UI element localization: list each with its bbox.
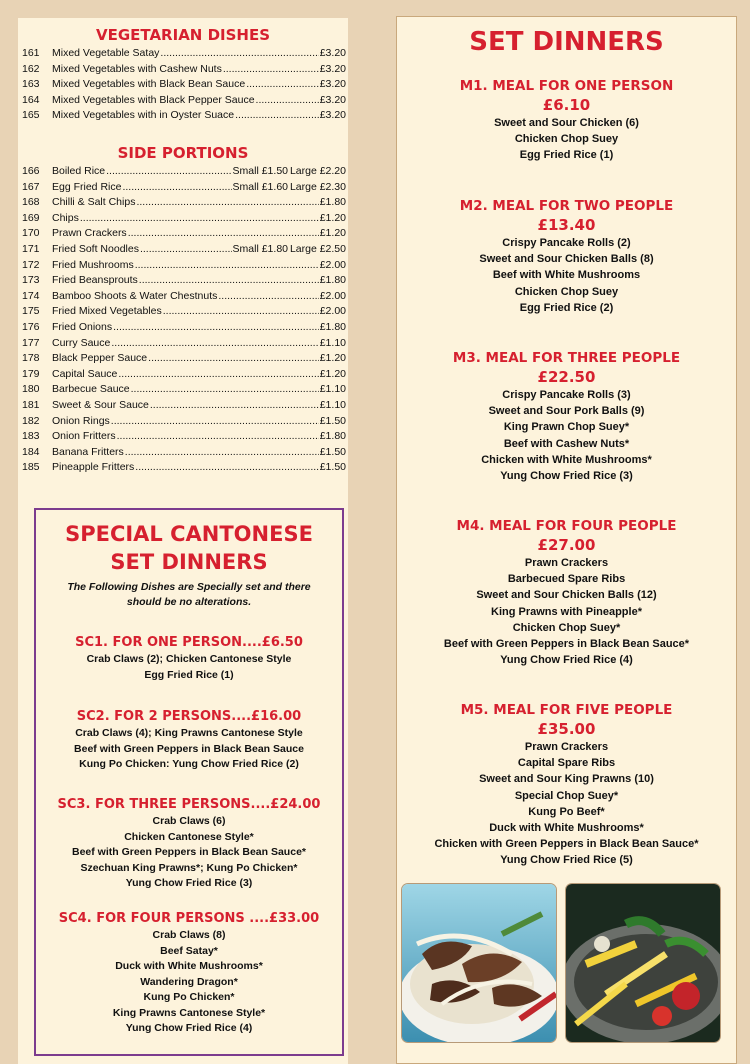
- meal-line: Special Chop Suey*: [514, 789, 619, 802]
- meal-heading: M5. MEAL FOR FIVE PEOPLE: [460, 702, 673, 718]
- meal-heading: M1. MEAL FOR ONE PERSON: [459, 78, 674, 94]
- meal-line: Prawn Crackers: [524, 557, 609, 569]
- menu-item: 174 Bamboo Shoots & Water Chestnuts ..... £2.00: [22, 289, 346, 305]
- meal-line: Crispy Pancake Rolls (2): [502, 237, 631, 249]
- set-dinners-title: SET DINNERS: [469, 27, 664, 57]
- meal-m4: [397, 517, 736, 668]
- meal-line: Beef with White Mushrooms: [492, 269, 641, 282]
- meal-line: Kung Po Beef*: [528, 805, 605, 818]
- meal-line: Sweet and Sour Pork Balls (9): [488, 405, 645, 418]
- set-line: Beef Satay*: [160, 944, 218, 957]
- set-sc4: [36, 910, 342, 1037]
- meal-m2: [397, 197, 736, 316]
- set-line: Egg Fried Rice (1): [144, 668, 234, 681]
- set-line: Wandering Dragon*: [140, 975, 238, 988]
- food-photo-vegetables: [566, 884, 720, 1042]
- set-heading: SC1. FOR ONE PERSON....£6.50: [75, 635, 303, 650]
- set-line: Yung Chow Fried Rice (4): [125, 1022, 253, 1034]
- meal-line: Barbecued Spare Ribs: [507, 573, 626, 586]
- menu-item: 181 Sweet & Sour Sauce ..... £1.10: [22, 398, 346, 414]
- meal-line: Crispy Pancake Rolls (3): [502, 389, 631, 401]
- set-line: King Prawns Cantonese Style*: [112, 1006, 266, 1019]
- meal-line: Yung Chow Fried Rice (3): [500, 470, 633, 483]
- set-sc3: [36, 796, 342, 892]
- set-line: Kung Po Chicken: Yung Chow Fried Rice (2): [79, 758, 299, 770]
- menu-item: 178 Black Pepper Sauce ..... £1.20: [22, 351, 346, 367]
- meal-line: Sweet and Sour Chicken (6): [494, 117, 639, 129]
- set-line: Yung Chow Fried Rice (3): [125, 877, 253, 889]
- meal-line: Sweet and Sour Chicken Balls (12): [476, 589, 657, 602]
- set-line: Crab Claws (8): [152, 929, 226, 941]
- meal-heading: M2. MEAL FOR TWO PEOPLE: [459, 198, 674, 214]
- menu-item: 171 Fried Soft Noodles ..... Small £1.80 Large £2.50: [22, 242, 346, 258]
- menu-item: 170 Prawn Crackers ..... £1.20: [22, 226, 346, 242]
- menu-item: 164 Mixed Vegetables with Black Pepper Sauce ..... £3.20: [22, 93, 346, 109]
- menu-item: 180 Barbecue Sauce ..... £1.10: [22, 382, 346, 398]
- vegetarian-heading: VEGETARIAN DISHES: [95, 26, 271, 44]
- menu-item: 183 Onion Fritters ..... £1.80: [22, 429, 346, 445]
- menu-item: 175 Fried Mixed Vegetables ..... £2.00: [22, 304, 346, 320]
- meal-line: Sweet and Sour King Prawns (10): [479, 773, 654, 786]
- meal-price: £35.00: [537, 720, 596, 738]
- set-line: Crab Claws (2); Chicken Cantonese Style: [86, 653, 292, 665]
- set-line: Beef with Green Peppers in Black Bean Sauce*: [71, 846, 306, 858]
- menu-item: 182 Onion Rings ..... £1.50: [22, 414, 346, 430]
- set-line: Szechuan King Prawns*; Kung Po Chicken*: [80, 861, 298, 874]
- menu-item: 176 Fried Onions ..... £1.80: [22, 320, 346, 336]
- menu-item: 179 Capital Sauce ..... £1.20: [22, 367, 346, 383]
- set-heading: SC4. FOR FOUR PERSONS ....£33.00: [58, 911, 320, 926]
- meal-line: Chicken Chop Suey: [514, 133, 619, 146]
- set-heading: SC3. FOR THREE PERSONS....£24.00: [57, 797, 321, 812]
- left-menu-panel: [18, 18, 348, 1064]
- meal-line: Yung Chow Fried Rice (4): [500, 654, 633, 667]
- meal-line: Chicken Chop Suey: [514, 285, 619, 298]
- meal-line: Chicken Chop Suey*: [512, 621, 621, 634]
- side-portions-heading: SIDE PORTIONS: [117, 144, 249, 162]
- meal-price: £6.10: [542, 96, 591, 114]
- set-line: Crab Claws (4); King Prawns Cantonese Style: [75, 727, 303, 739]
- menu-item: 161 Mixed Vegetable Satay ..... £3.20: [22, 46, 346, 62]
- meal-line: Prawn Crackers: [524, 741, 609, 753]
- set-line: Kung Po Chicken*: [143, 991, 235, 1003]
- meal-m3: [397, 349, 736, 484]
- meal-price: £27.00: [537, 536, 596, 554]
- menu-item: 166 Boiled Rice ..... Small £1.50 Large £2.20: [22, 164, 346, 180]
- set-line: Beef with Green Peppers in Black Bean Sauce: [74, 742, 304, 755]
- menu-item: 168 Chilli & Salt Chips ..... £1.80: [22, 195, 346, 211]
- meal-heading: M4. MEAL FOR FOUR PEOPLE: [456, 518, 677, 534]
- set-heading: SC2. FOR 2 PERSONS....£16.00: [76, 709, 302, 724]
- meal-price: £22.50: [537, 368, 596, 386]
- meal-line: King Prawns with Pineapple*: [491, 605, 642, 618]
- meal-line: Chicken with White Mushrooms*: [481, 453, 652, 466]
- meal-m5: [397, 701, 736, 869]
- meal-line: Egg Fried Rice (1): [519, 149, 614, 162]
- food-photo-beef-onion: [402, 884, 556, 1042]
- meal-m1: [397, 77, 736, 164]
- meal-line: Beef with Green Peppers in Black Bean Sauce*: [443, 638, 690, 651]
- menu-item: 172 Fried Mushrooms ..... £2.00: [22, 258, 346, 274]
- meal-line: Chicken with Green Peppers in Black Bean Sauce*: [434, 838, 699, 851]
- meal-line: King Prawn Chop Suey*: [503, 421, 630, 434]
- menu-item: 177 Curry Sauce ..... £1.10: [22, 336, 346, 352]
- menu-item: 162 Mixed Vegetables with Cashew Nuts ..... £3.20: [22, 62, 346, 78]
- set-sc2: [36, 708, 342, 773]
- menu-item: 184 Banana Fritters ..... £1.50: [22, 445, 346, 461]
- special-note-line2: should be no alterations.: [126, 596, 252, 608]
- set-line: Chicken Cantonese Style*: [124, 830, 254, 843]
- menu-item: 185 Pineapple Fritters ..... £1.50: [22, 460, 346, 476]
- special-note-line1: The Following Dishes are Specially set and there: [67, 581, 311, 593]
- vegetarian-list: [22, 46, 346, 124]
- meal-price: £13.40: [537, 216, 596, 234]
- vegetable-dish-illustration: [566, 884, 720, 1042]
- set-sc1: [36, 634, 342, 683]
- special-title-line2: SET DINNERS: [110, 550, 268, 574]
- meal-line: Yung Chow Fried Rice (5): [500, 854, 633, 867]
- meal-line: Beef with Cashew Nuts*: [503, 437, 630, 450]
- menu-item: 167 Egg Fried Rice ..... Small £1.60 Large £2.30: [22, 180, 346, 196]
- menu-item: 165 Mixed Vegetables with in Oyster Suace ..... £3.20: [22, 108, 346, 124]
- special-title-line1: SPECIAL CANTONESE: [65, 522, 313, 546]
- menu-item: 173 Fried Beansprouts ..... £1.80: [22, 273, 346, 289]
- meal-line: Sweet and Sour Chicken Balls (8): [479, 253, 654, 266]
- meal-line: Capital Spare Ribs: [517, 757, 616, 770]
- meal-line: Egg Fried Rice (2): [519, 301, 614, 314]
- set-line: Duck with White Mushrooms*: [115, 960, 263, 972]
- meal-line: Duck with White Mushrooms*: [489, 822, 644, 835]
- menu-item: 163 Mixed Vegetables with Black Bean Sauce ..... £3.20: [22, 77, 346, 93]
- beef-dish-illustration: [402, 884, 556, 1042]
- set-line: Crab Claws (6): [152, 815, 226, 827]
- side-portions-list: [22, 164, 346, 476]
- menu-item: 169 Chips ..... £1.20: [22, 211, 346, 227]
- meal-heading: M3. MEAL FOR THREE PEOPLE: [452, 350, 681, 366]
- special-cantonese-box: [34, 508, 344, 1056]
